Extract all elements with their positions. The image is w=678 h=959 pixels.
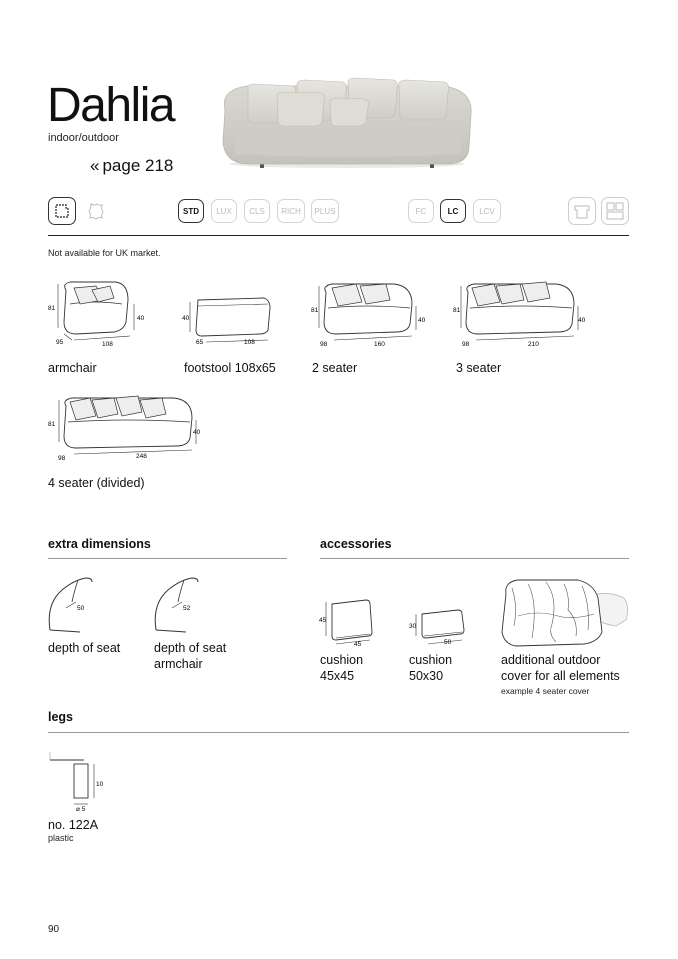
slipcover-option[interactable]	[568, 197, 596, 225]
leg-height: 10	[96, 781, 104, 788]
modular-layout-icon	[602, 198, 628, 224]
seat-depth-value: 50	[77, 605, 85, 612]
two-seater-height: 81	[311, 307, 319, 314]
two-seater-depth: 98	[320, 341, 328, 348]
cushion-45-height: 45	[319, 617, 327, 624]
leather-hide-icon	[83, 198, 109, 224]
armchair-label: armchair	[48, 361, 97, 375]
badge-std[interactable]: STD	[178, 199, 204, 223]
cushion-45-width: 45	[354, 641, 362, 648]
legs-heading: legs	[48, 710, 74, 724]
three-seater-depth: 98	[462, 341, 470, 348]
two-seater-drawing	[310, 278, 430, 350]
legs-divider	[48, 732, 629, 733]
cushion-50-height: 30	[409, 623, 417, 630]
badge-lcv[interactable]: LCV	[473, 199, 501, 223]
cushion-45-label-1: cushion	[320, 653, 364, 667]
cushion-45-label-2: 45x45	[320, 669, 355, 683]
page-subtitle: indoor/outdoor	[48, 132, 119, 144]
leather-option[interactable]	[82, 197, 110, 225]
two-seater-label: 2 seater	[312, 361, 358, 375]
footstool-drawing	[180, 290, 280, 350]
armchair-seat-height: 40	[137, 315, 145, 322]
armchair-drawing	[44, 278, 154, 350]
armchair-seat-depth-value: 52	[183, 605, 191, 612]
four-seater-seat-height: 40	[193, 429, 201, 436]
page-number: 90	[48, 924, 60, 935]
leg-name: no. 122A	[48, 818, 99, 832]
two-seater-width: 160	[374, 341, 385, 348]
badge-cls[interactable]: CLS	[244, 199, 270, 223]
four-seater-label: 4 seater (divided)	[48, 476, 145, 490]
accessories-heading: accessories	[320, 537, 392, 551]
fabric-swatch-icon	[49, 198, 75, 224]
three-seater-width: 210	[528, 341, 539, 348]
market-note: Not available for UK market.	[48, 248, 161, 258]
badge-lc[interactable]: LC	[440, 199, 466, 223]
four-seater-drawing	[44, 392, 209, 464]
extra-dimensions-heading: extra dimensions	[48, 537, 151, 551]
armchair-width: 108	[102, 341, 113, 348]
armchair-seat-depth-label-2: armchair	[154, 657, 203, 671]
cushion-50-label-1: cushion	[409, 653, 453, 667]
four-seater-width: 248	[136, 453, 147, 460]
four-seater-height: 81	[48, 421, 56, 428]
cushion-50-drawing	[406, 606, 470, 648]
footstool-label: footstool 108x65	[184, 361, 276, 375]
two-seater-seat-height: 40	[418, 317, 426, 324]
leg-diameter: ⌀ 5	[76, 806, 86, 813]
outdoor-cover-label-1: additional outdoor	[501, 653, 601, 667]
cushion-45-drawing	[316, 596, 380, 648]
sofa-photo	[215, 76, 480, 176]
armchair-height: 81	[48, 305, 56, 312]
slipcover-icon	[569, 198, 595, 224]
seat-depth-label: depth of seat	[48, 641, 121, 655]
header-divider	[48, 235, 629, 236]
three-seater-height: 81	[453, 307, 461, 314]
three-seater-seat-height: 40	[578, 317, 586, 324]
seat-depth-drawing	[46, 574, 106, 634]
fabric-swatch-option[interactable]	[48, 197, 76, 225]
four-seater-depth: 98	[58, 455, 66, 462]
outdoor-cover-note: example 4 seater cover	[501, 686, 590, 696]
leg-drawing	[46, 752, 116, 814]
footstool-width: 108	[244, 339, 255, 346]
cushion-50-label-2: 50x30	[409, 669, 444, 683]
badge-fc[interactable]: FC	[408, 199, 434, 223]
extra-dimensions-divider	[48, 558, 287, 559]
armchair-seat-depth-drawing	[152, 574, 212, 634]
badge-plus[interactable]: PLUS	[311, 199, 339, 223]
leg-material: plastic	[48, 833, 74, 843]
footstool-height: 40	[182, 315, 190, 322]
three-seater-label: 3 seater	[456, 361, 502, 375]
cushion-50-width: 50	[444, 639, 452, 646]
outdoor-cover-drawing	[498, 576, 630, 650]
armchair-seat-depth-label-1: depth of seat	[154, 641, 227, 655]
three-seater-drawing	[452, 278, 592, 350]
badge-rich[interactable]: RICH	[277, 199, 305, 223]
badge-lux[interactable]: LUX	[211, 199, 237, 223]
page-reference-link[interactable]	[90, 156, 173, 176]
double-chevron-left-icon: «	[90, 156, 100, 175]
accessories-divider	[320, 558, 629, 559]
outdoor-cover-label-2: cover for all elements	[501, 669, 620, 683]
footstool-depth: 65	[196, 339, 204, 346]
page-title: Dahlia	[47, 79, 175, 132]
armchair-depth: 95	[56, 339, 64, 346]
page-reference-text: page 218	[102, 156, 174, 175]
modular-option[interactable]	[601, 197, 629, 225]
